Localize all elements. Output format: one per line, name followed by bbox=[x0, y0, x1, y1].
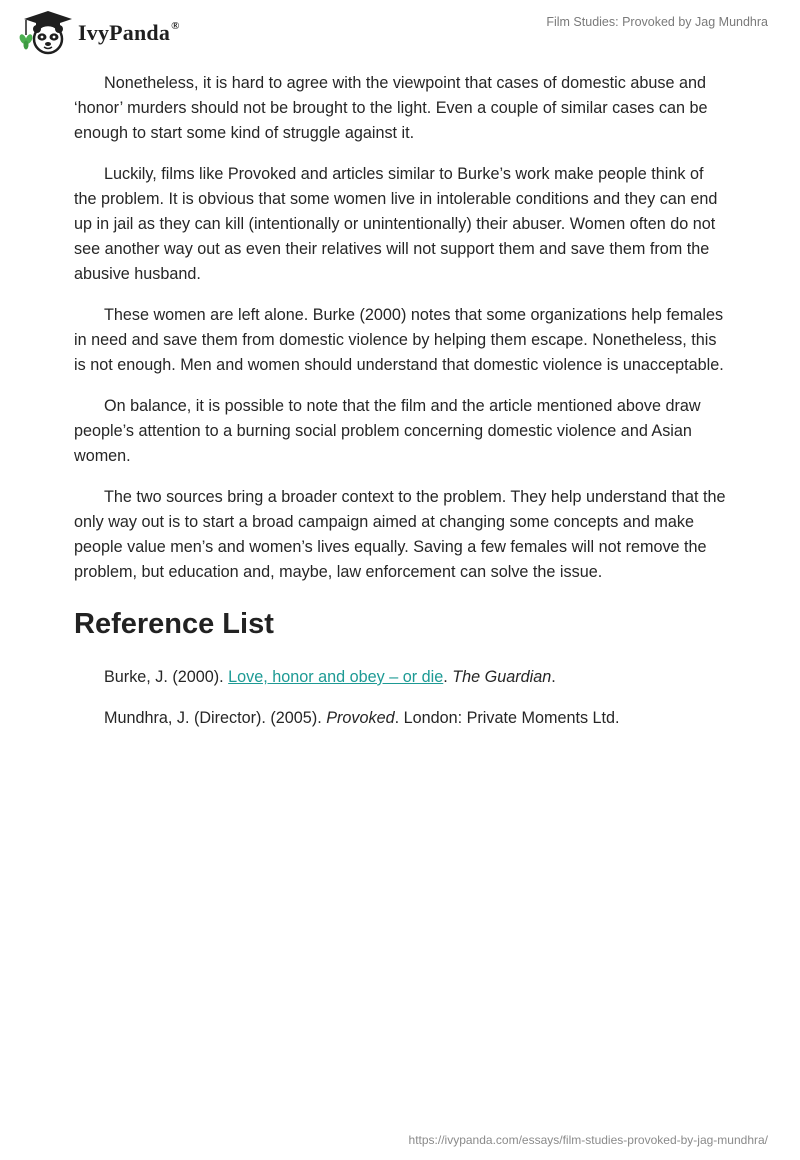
reference-item: Mundhra, J. (Director). (2005). Provoked. London: Private Moments Ltd. bbox=[104, 709, 620, 727]
panda-graduate-icon bbox=[16, 9, 74, 55]
footer-url[interactable]: https://ivypanda.com/essays/film-studies-provoked-by-jag-mundhra/ bbox=[408, 1133, 768, 1147]
paragraph: On balance, it is possible to note that the film and the article mentioned above draw people’s attention to a burning social problem concerning domestic violence and Asian women. bbox=[74, 397, 701, 465]
source-title: The Guardian bbox=[452, 668, 552, 686]
film-title: Provoked bbox=[326, 709, 395, 727]
paragraph: These women are left alone. Burke (2000) notes that some organizations help females in need and save them from domestic violence by helping them escape. Nonetheless, this is not enough. Men and women should understand that domestic violence is unacceptable. bbox=[74, 306, 724, 374]
document-title: Film Studies: Provoked by Jag Mundhra bbox=[546, 15, 768, 29]
reference-link[interactable]: Love, honor and obey – or die bbox=[228, 668, 444, 686]
reference-list-heading: Reference List bbox=[74, 608, 274, 640]
ivypanda-logo[interactable] bbox=[16, 9, 180, 55]
paragraph: The two sources bring a broader context to the problem. They help understand that the only way out is to start a broad campaign aimed at changing some concepts and make people value men’s and women’s lives equally. Saving a few females will not remove the problem, but education and, maybe, law enforcement can solve the issue. bbox=[74, 488, 726, 581]
brand-name: IvyPanda® bbox=[78, 19, 180, 45]
registered-mark: ® bbox=[171, 19, 180, 32]
essay-body bbox=[74, 71, 726, 747]
reference-item: Burke, J. (2000). Love, honor and obey – or die. The Guardian. bbox=[104, 668, 556, 686]
paragraph: Luckily, films like Provoked and articles similar to Burke’s work make people think of the problem. It is obvious that some women live in intolerable conditions and they can end up in jail as they can kill (intentionally or unintentionally) their abuser. Women often do not see another way out as even their relatives will not support them and save them from the abusive husband. bbox=[74, 165, 718, 283]
paragraph: Nonetheless, it is hard to agree with the viewpoint that cases of domestic abuse and ‘honor’ murders should not be brought to the light. Even a couple of similar cases can be enough to start some kind of struggle against it. bbox=[74, 74, 708, 142]
page-header bbox=[0, 0, 800, 60]
